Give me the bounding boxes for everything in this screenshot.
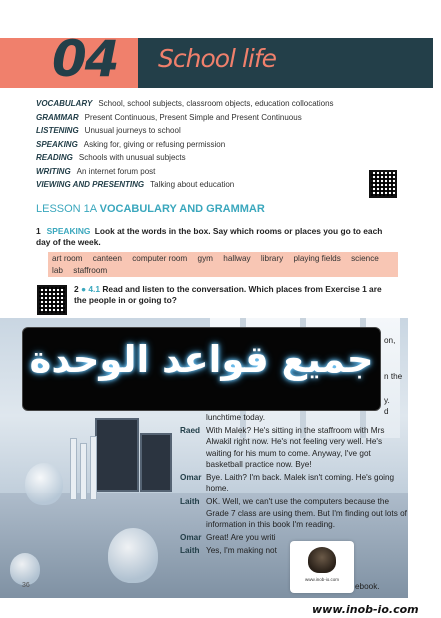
word-box-item: staffroom bbox=[73, 266, 108, 275]
conversation bbox=[180, 412, 408, 558]
lesson-heading bbox=[36, 203, 265, 215]
word-box-item: computer room bbox=[132, 254, 188, 263]
lab-flask bbox=[10, 553, 40, 585]
unit-title: School life bbox=[158, 44, 277, 73]
overview-row bbox=[36, 111, 366, 125]
word-box-item: gym bbox=[197, 254, 213, 263]
speaker-text: Great! Are you writi bbox=[206, 533, 276, 543]
speaker-text: Bye. Laith? I'm back. Malek isn't coming. He's going home. bbox=[206, 473, 395, 494]
text-fragment: on, bbox=[384, 336, 396, 345]
lab-monitor bbox=[95, 418, 139, 492]
skill-label: SPEAKING bbox=[46, 226, 91, 236]
page-number: 36 bbox=[22, 582, 30, 589]
watermark-url[interactable]: www.inob-io.com bbox=[312, 603, 419, 616]
text-fragment: n the bbox=[384, 372, 403, 381]
speaker-name: Raed bbox=[180, 426, 201, 436]
eagle-icon bbox=[308, 547, 336, 573]
overview-label: WRITING bbox=[36, 166, 71, 176]
speaker-name: Laith bbox=[180, 497, 200, 507]
exercise-instruction: Read and listen to the conversation. Which places from Exercise 1 are the people in or going to? bbox=[74, 284, 382, 305]
word-box-item: science lab bbox=[52, 254, 379, 275]
overview-row bbox=[36, 165, 366, 179]
overview-row bbox=[36, 178, 366, 192]
lesson-code: LESSON 1A bbox=[36, 203, 97, 215]
overview-value: Present Continuous, Present Simple and Present Continuous bbox=[84, 112, 302, 122]
speaker-text: lunchtime today. bbox=[206, 413, 266, 422]
speaker-name: Laith bbox=[180, 546, 200, 556]
lab-flask bbox=[25, 463, 63, 505]
word-box-item: hallway bbox=[223, 254, 251, 263]
speaker-text: OK. Well, we can't use the computers because the Grade 7 class are using them. But I'm finding out lots of information in this book I'm reading. bbox=[206, 497, 407, 529]
overview-value: School, school subjects, classroom objects, education collocations bbox=[98, 99, 334, 108]
qr-code-icon[interactable] bbox=[37, 285, 67, 315]
word-box-item: library bbox=[260, 254, 284, 263]
exercise-number: 1 bbox=[36, 226, 41, 236]
overview-value: Asking for, giving or refusing permission bbox=[83, 139, 226, 149]
overview-label: VIEWING AND PRESENTING bbox=[36, 180, 145, 189]
exercise-instruction: Look at the words in the box. Say which rooms or places you go to each day of the week. bbox=[36, 226, 383, 247]
lesson-title: VOCABULARY AND GRAMMAR bbox=[99, 203, 265, 215]
overview-value: Unusual journeys to school bbox=[84, 126, 181, 135]
word-box-item: art room bbox=[52, 254, 83, 263]
word-box bbox=[48, 252, 398, 277]
overview-value: Schools with unusual subjects bbox=[78, 153, 186, 162]
word-box-item: playing fields bbox=[293, 254, 341, 263]
test-tube bbox=[70, 438, 77, 500]
text-fragment: ebook. bbox=[355, 582, 380, 591]
overview-label: VOCABULARY bbox=[36, 99, 93, 108]
overview-row bbox=[36, 138, 366, 152]
overview-row bbox=[36, 151, 366, 165]
overview-label: SPEAKING bbox=[36, 139, 78, 149]
overview-value: Talking about education bbox=[150, 180, 235, 189]
audio-track[interactable]: 4.1 bbox=[88, 284, 101, 294]
speaker-name: Omar bbox=[180, 533, 202, 543]
speaker-text: With Malek? He's sitting in the staffroom with Mrs Alwakil right now. He's not feeling very well. He's waiting for his mum to come. Anyway, I've got basketball practice now. Bye! bbox=[206, 426, 385, 469]
unit-number: 04 bbox=[52, 30, 118, 88]
qr-code-icon[interactable] bbox=[369, 170, 397, 198]
speaker-name bbox=[180, 412, 206, 423]
exercise-2 bbox=[74, 284, 394, 306]
overview-row bbox=[36, 124, 366, 138]
overview-row bbox=[36, 97, 366, 111]
test-tube bbox=[90, 436, 97, 500]
audio-icon[interactable]: ● bbox=[81, 284, 87, 294]
conversation-line bbox=[180, 412, 408, 423]
conversation-line bbox=[180, 425, 408, 470]
speaker-text: Yes, I'm making not bbox=[206, 546, 277, 556]
word-box-item: canteen bbox=[92, 254, 122, 263]
conversation-line bbox=[180, 496, 408, 530]
text-fragment: d bbox=[384, 407, 389, 416]
conversation-line bbox=[180, 472, 408, 494]
lab-monitor bbox=[140, 433, 172, 492]
overview-label: GRAMMAR bbox=[36, 112, 79, 122]
exercise-number: 2 bbox=[74, 284, 79, 294]
exercise-1 bbox=[36, 226, 386, 248]
overview-label: READING bbox=[36, 153, 73, 162]
unit-overview bbox=[36, 97, 366, 192]
overview-value: An internet forum post bbox=[76, 166, 156, 176]
speaker-name: Omar bbox=[180, 473, 202, 483]
site-logo bbox=[290, 541, 354, 593]
banner-text: جميع قواعد الوحدة bbox=[29, 338, 374, 381]
logo-caption: www.inob-io.com bbox=[304, 577, 339, 582]
text-fragment: y. bbox=[384, 396, 390, 405]
overview-label: LISTENING bbox=[36, 126, 79, 135]
lab-flask bbox=[108, 528, 158, 583]
arabic-title-banner bbox=[22, 327, 381, 411]
test-tube bbox=[80, 443, 87, 500]
